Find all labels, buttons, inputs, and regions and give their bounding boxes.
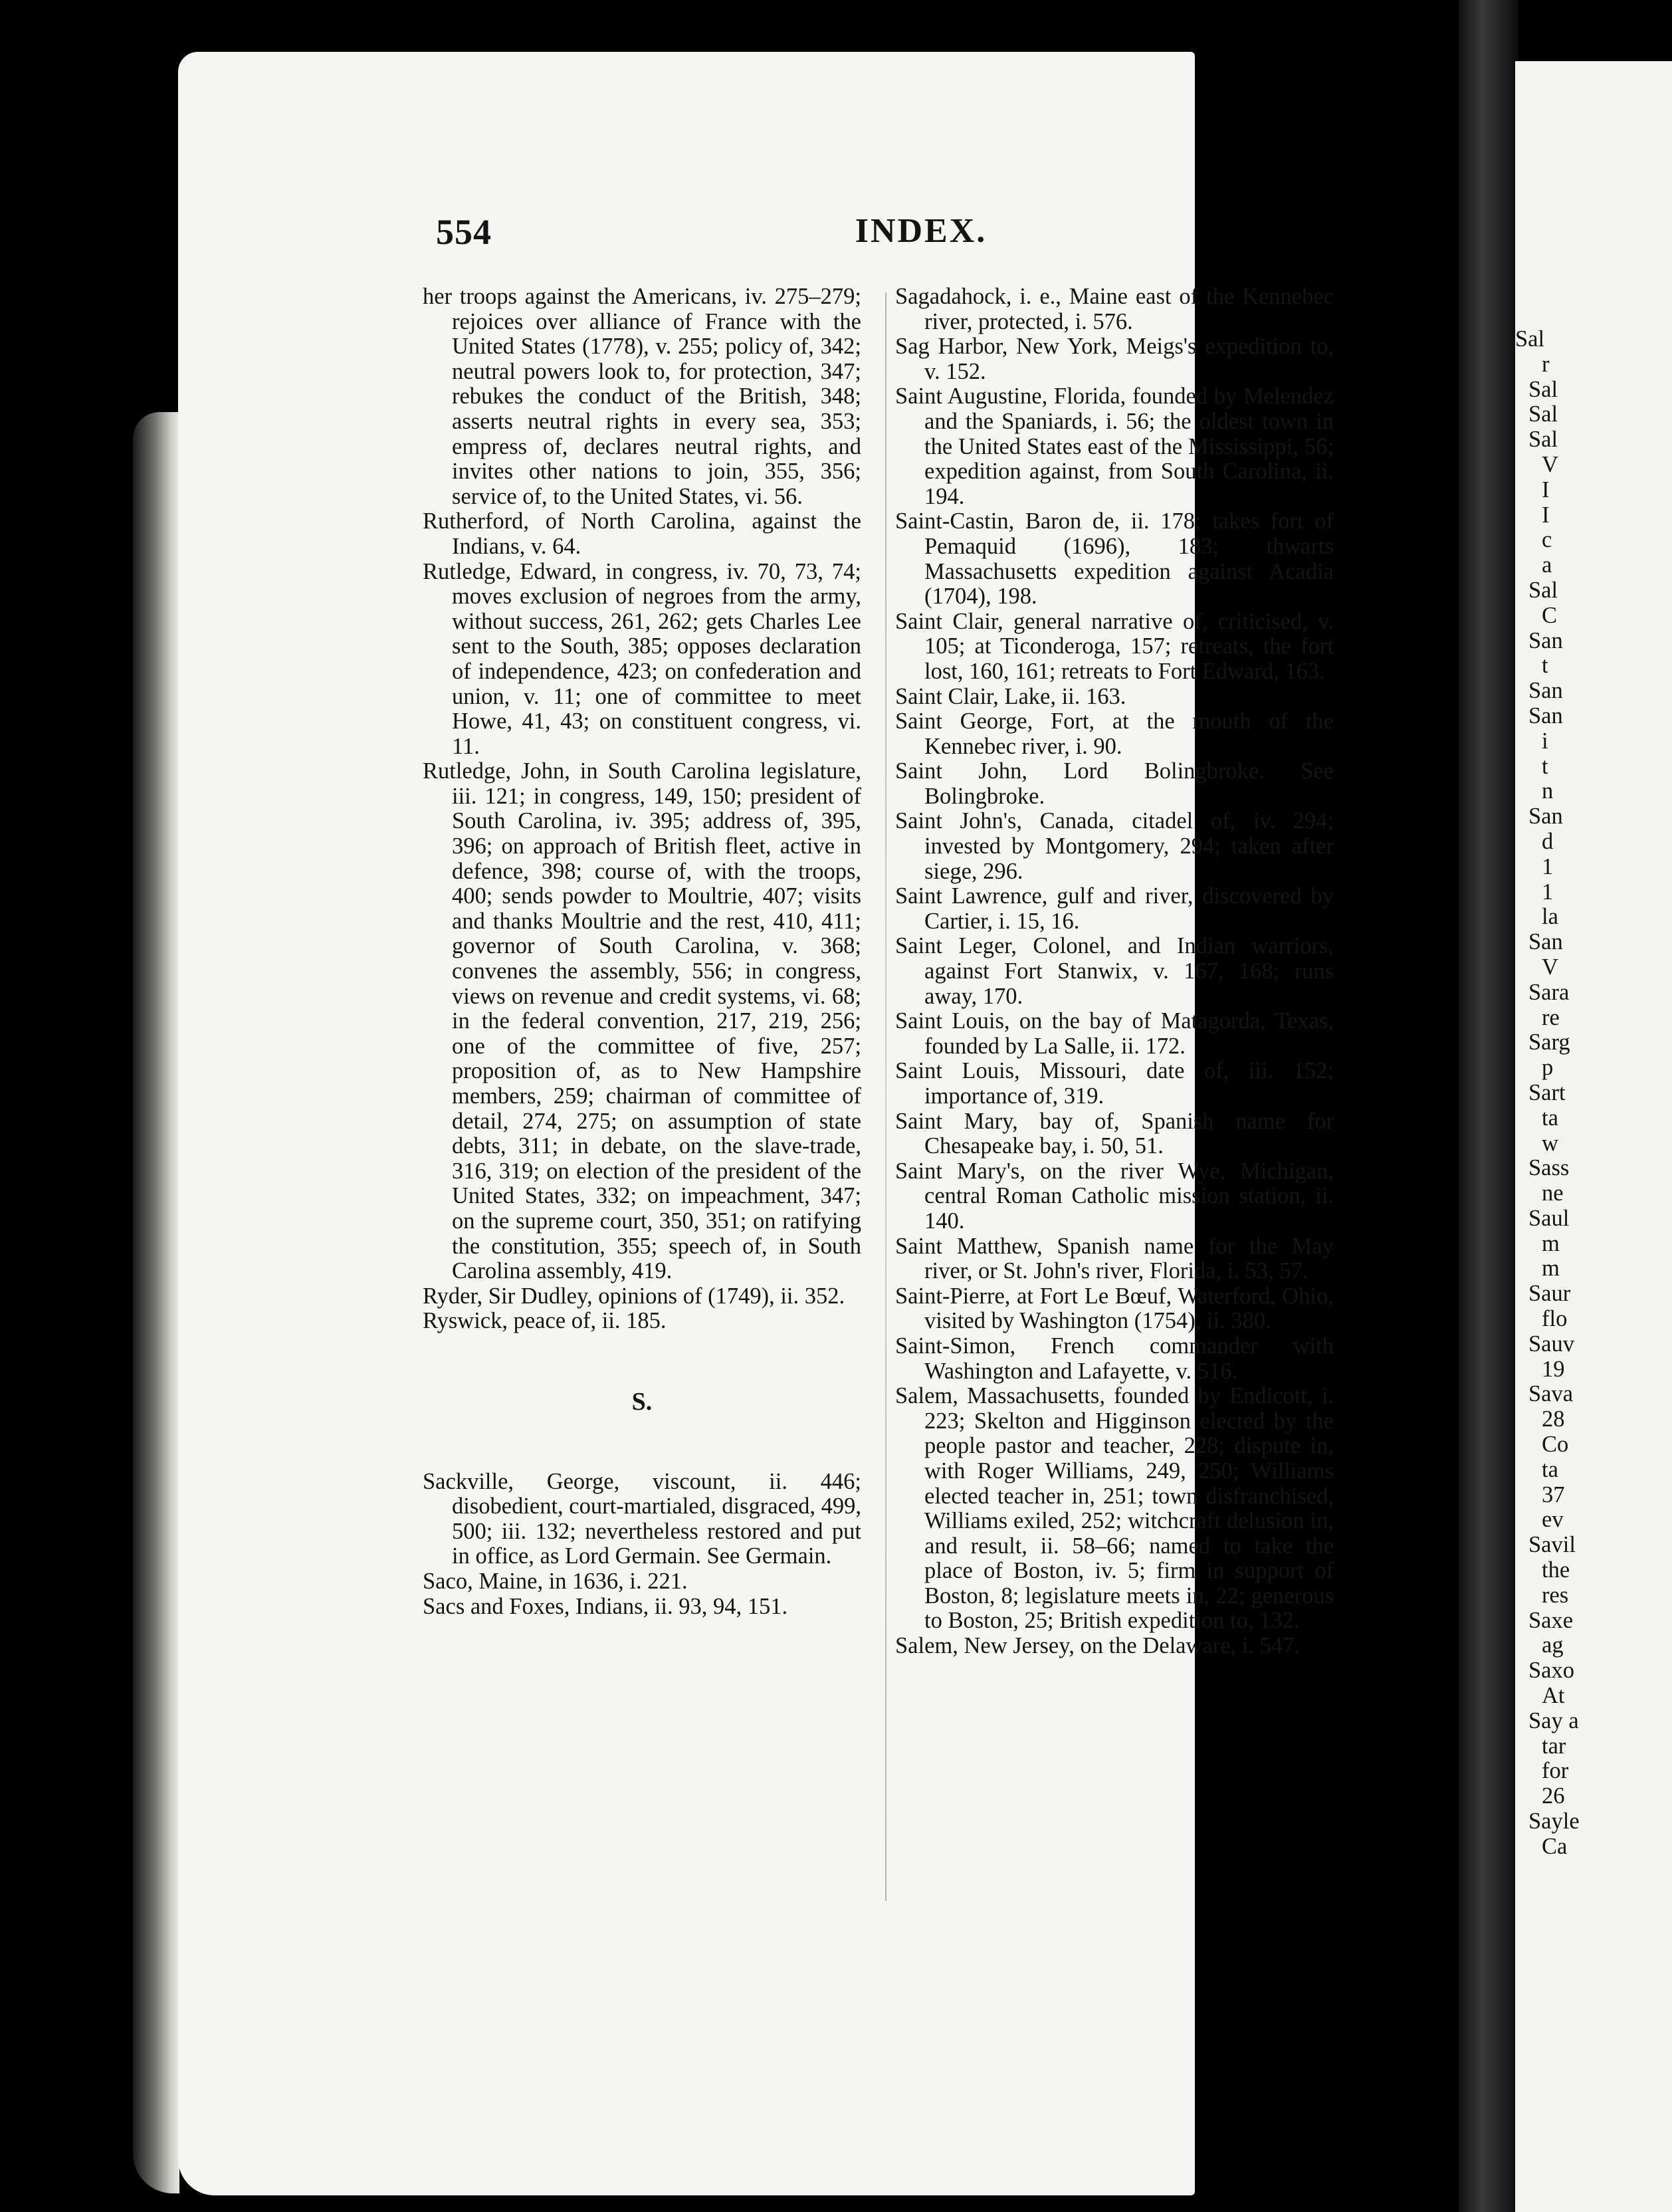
index-entry: Ryswick, peace of, ii. 185. xyxy=(423,1308,667,1334)
index-entry: Salem, Massachusetts, founded by Endicott, i. 223; Skelton and Higginson elected by the people pastor and teacher, 228; dispute in, with Roger Williams, 249, 250; Williams elected teacher in, 251; town disfranchised, Williams exiled, 252; witchcraft delusion in, and result, ii. 58–66; named to take the place of Boston, iv. 5; firm in support of Boston, 8; legislature meets in, 22; generous to Boston, 25; British expedition to, 132. xyxy=(895,1383,1334,1634)
right-page-fragment: Co xyxy=(1542,1432,1569,1458)
index-entry: Saint-Pierre, at Fort Le Bœuf, Waterford, Ohio, visited by Washington (1754), ii. 380. xyxy=(895,1283,1334,1334)
right-page-fragment: ev xyxy=(1542,1507,1564,1533)
right-page-fragment: Sarg xyxy=(1528,1030,1570,1055)
right-page-fragment: Sal xyxy=(1528,427,1558,453)
right-page-fragment: Sauv xyxy=(1528,1331,1574,1357)
right-page-fragment: Sass xyxy=(1528,1155,1570,1181)
page-header xyxy=(436,211,1353,258)
right-page-fragment: Sava xyxy=(1528,1381,1574,1407)
right-page-fragment: ne xyxy=(1542,1180,1564,1206)
index-entry: Saint Louis, on the bay of Matagorda, Texas, founded by La Salle, ii. 172. xyxy=(895,1008,1334,1059)
index-entry: Saint Louis, Missouri, date of, iii. 152; importance of, 319. xyxy=(895,1058,1334,1109)
right-page-fragment: Sart xyxy=(1528,1079,1566,1105)
right-page-fragment: Savil xyxy=(1528,1532,1576,1558)
right-page-fragment: Saul xyxy=(1528,1205,1570,1231)
right-page-fragment: the xyxy=(1542,1557,1570,1583)
right-page-fragment: Sal xyxy=(1528,376,1558,402)
right-page-fragment: San xyxy=(1528,627,1563,653)
right-page-fragment: V xyxy=(1542,451,1558,477)
index-entry: Sackville, George, viscount, ii. 446; disobedient, court-martialed, disgraced, 499, 500; iii. 132; nevertheless restored and put in office, as Lord Germain. See Germain. xyxy=(423,1468,862,1569)
right-page-fragment: I xyxy=(1542,502,1550,528)
index-entry: Rutledge, Edward, in congress, iv. 70, 73, 74; moves exclusion of negroes from the army, without success, 261, 262; gets Charles Lee sent to the South, 385; opposes declaration of independence, 423; on confederation and union, v. 11; one of committee to meet Howe, 41, 43; on constituent congress, vi. 11. xyxy=(423,558,861,759)
index-entry: Saint Lawrence, gulf and river, discovered by Cartier, i. 15, 16. xyxy=(895,883,1334,934)
right-page-fragment: m xyxy=(1542,1230,1560,1256)
index-entry: Sagadahock, i. e., Maine east of the Kennebec river, protected, i. 576. xyxy=(895,284,1334,334)
right-page-fragment: n xyxy=(1542,778,1554,804)
right-page-fragment: flo xyxy=(1542,1306,1568,1332)
section-letter-heading: S. xyxy=(631,1387,653,1416)
index-entry: Saint-Simon, French commander with Washington and Lafayette, v. 516. xyxy=(895,1333,1334,1384)
right-page-fragment: Ca xyxy=(1542,1833,1568,1859)
right-page-fragment: 1 xyxy=(1542,853,1554,879)
right-page-fragment: p xyxy=(1542,1055,1554,1081)
right-page-fragment: Saxe xyxy=(1528,1607,1574,1633)
index-entry: Saint Matthew, Spanish name for the May river, or St. John's river, Florida, i. 53, 57. xyxy=(895,1233,1334,1284)
right-page-fragment: San xyxy=(1528,703,1563,728)
right-page-fragment: I xyxy=(1542,477,1550,502)
index-entry: Ryder, Sir Dudley, opinions of (1749), ii. 352. xyxy=(423,1283,845,1309)
right-page-fragment: r xyxy=(1542,351,1550,377)
page-edge-shadow xyxy=(133,412,179,2193)
right-page-fragment: Sal xyxy=(1515,326,1545,352)
right-page-fragment: Saxo xyxy=(1528,1658,1574,1684)
right-page-fragment: m xyxy=(1542,1256,1560,1281)
index-entry: Saint Clair, Lake, ii. 163. xyxy=(895,683,1126,709)
right-page-fragment: ag xyxy=(1542,1632,1564,1658)
right-page-fragment: San xyxy=(1528,929,1563,955)
index-entry: Saint Mary's, on the river Wye, Michigan, central Roman Catholic mission station, ii. 140. xyxy=(895,1158,1334,1234)
right-page-text-fragments xyxy=(1515,327,1580,1860)
index-entry: Saco, Maine, in 1636, i. 221. xyxy=(423,1568,688,1594)
right-page-fragment: for xyxy=(1542,1758,1569,1784)
right-page-fragment: res xyxy=(1542,1582,1569,1608)
right-page-fragment: t xyxy=(1542,753,1548,779)
right-page-fragment: Sal xyxy=(1528,577,1558,603)
right-page xyxy=(1515,61,1672,2212)
right-page-fragment: 19 xyxy=(1542,1356,1565,1382)
index-entry: Saint Mary, bay of, Spanish name for Chesapeake bay, i. 50, 51. xyxy=(895,1108,1334,1159)
right-page-fragment: 26 xyxy=(1542,1783,1565,1809)
index-entry: Rutherford, of North Carolina, against the Indians, v. 64. xyxy=(423,508,861,559)
right-page-fragment: c xyxy=(1542,527,1552,553)
right-page-fragment: i xyxy=(1542,728,1548,754)
right-page-fragment: Saur xyxy=(1528,1281,1571,1307)
index-entry: Saint Augustine, Florida, founded by Melendez and the Spaniards, i. 56; the oldest town in the United States east of the Mississippi, 56; expedition against, from South Carolina, ii. 194. xyxy=(895,384,1334,509)
index-entry: Salem, New Jersey, on the Delaware, i. 547. xyxy=(895,1633,1300,1659)
index-entry: Saint John's, Canada, citadel of, iv. 294; invested by Montgomery, 294; taken after siege, 296. xyxy=(895,808,1334,884)
right-page-fragment: San xyxy=(1528,678,1563,704)
right-page-fragment: t xyxy=(1542,653,1548,679)
right-page-fragment: ta xyxy=(1542,1456,1558,1482)
index-entry: Saint Clair, general narrative of, criticised, v. 105; at Ticonderoga, 157; retreats, the fort lost, 160, 161; retreats to Fort Edward, 163. xyxy=(895,608,1334,684)
index-entry: Saint John, Lord Bolingbroke. See Bolingbroke. xyxy=(895,758,1334,809)
right-page-fragment: d xyxy=(1542,828,1554,854)
right-page-fragment: C xyxy=(1542,602,1558,628)
index-column-left xyxy=(423,284,861,1619)
right-page-fragment: a xyxy=(1542,552,1552,578)
right-page-fragment: Sal xyxy=(1528,401,1558,427)
right-page-fragment: Sara xyxy=(1528,979,1570,1005)
right-page-fragment: At xyxy=(1542,1683,1565,1709)
index-entry: Saint-Castin, Baron de, ii. 178; takes fort of Pemaquid (1696), 183; thwarts Massachusetts expedition against Acadia (1704), 198. xyxy=(895,508,1334,609)
right-page-fragment: San xyxy=(1528,804,1563,830)
right-page-fragment: ta xyxy=(1542,1105,1558,1131)
index-column-middle xyxy=(895,284,1334,1659)
index-entry: Sag Harbor, New York, Meigs's expedition to, v. 152. xyxy=(895,334,1334,384)
column-divider xyxy=(885,292,887,1901)
index-entry: Sacs and Foxes, Indians, ii. 93, 94, 151. xyxy=(423,1593,788,1619)
index-entry: her troops against the Americans, iv. 275–279; rejoices over alliance of France with the United States (1778), v. 255; policy of, 342; neutral powers look to, for protection, 347; rebukes the conduct of the British, 348; asserts neutral rights in every sea, 353; empress of, declares neutral rights, and invites other nations to join, 355, 356; service of, to the United States, vi. 56. xyxy=(423,284,861,509)
running-head: INDEX. xyxy=(855,212,988,250)
right-page-fragment: w xyxy=(1542,1130,1558,1156)
book-gutter xyxy=(1459,0,1518,2212)
index-entry: Saint George, Fort, at the mouth of the Kennebec river, i. 90. xyxy=(895,709,1334,759)
right-page-fragment: Sayle xyxy=(1528,1809,1580,1834)
index-entry: Rutledge, John, in South Carolina legislature, iii. 121; in congress, 149, 150; president of South Carolina, iv. 395; address of, 395, 396; on approach of British fleet, active in defence, 398; course of, with the troops, 400; sends powder to Moultrie, 407; visits and thanks Moultrie and the rest, 410, 411; governor of South Carolina, v. 368; convenes the assembly, 556; in congress, views on revenue and credit systems, vi. 68; in the federal convention, 217, 219, 256; one of the committee of five, 257; proposition of, as to New Hampshire members, 259; chairman of committee of detail, 274, 275; on assumption of state debts, 311; in debate, on the slave-trade, 316, 319; on election of the president of the United States, 332; on impeachment, 347; on the supreme court, 350, 351; on ratifying the constitution, 355; speech of, in South Carolina assembly, 419. xyxy=(423,758,861,1284)
index-entry: Saint Leger, Colonel, and Indian warriors, against Fort Stanwix, v. 167, 168; runs away, 170. xyxy=(895,933,1334,1009)
right-page-fragment: Say a xyxy=(1528,1708,1579,1733)
right-page-fragment: 1 xyxy=(1542,879,1554,905)
right-page-fragment: 37 xyxy=(1542,1482,1565,1507)
right-page-fragment: re xyxy=(1542,1004,1560,1030)
page-number: 554 xyxy=(436,212,492,252)
right-page-fragment: V xyxy=(1542,954,1558,980)
right-page-fragment: la xyxy=(1542,904,1558,930)
right-page-fragment: tar xyxy=(1542,1733,1566,1759)
right-page-fragment: 28 xyxy=(1542,1406,1565,1432)
